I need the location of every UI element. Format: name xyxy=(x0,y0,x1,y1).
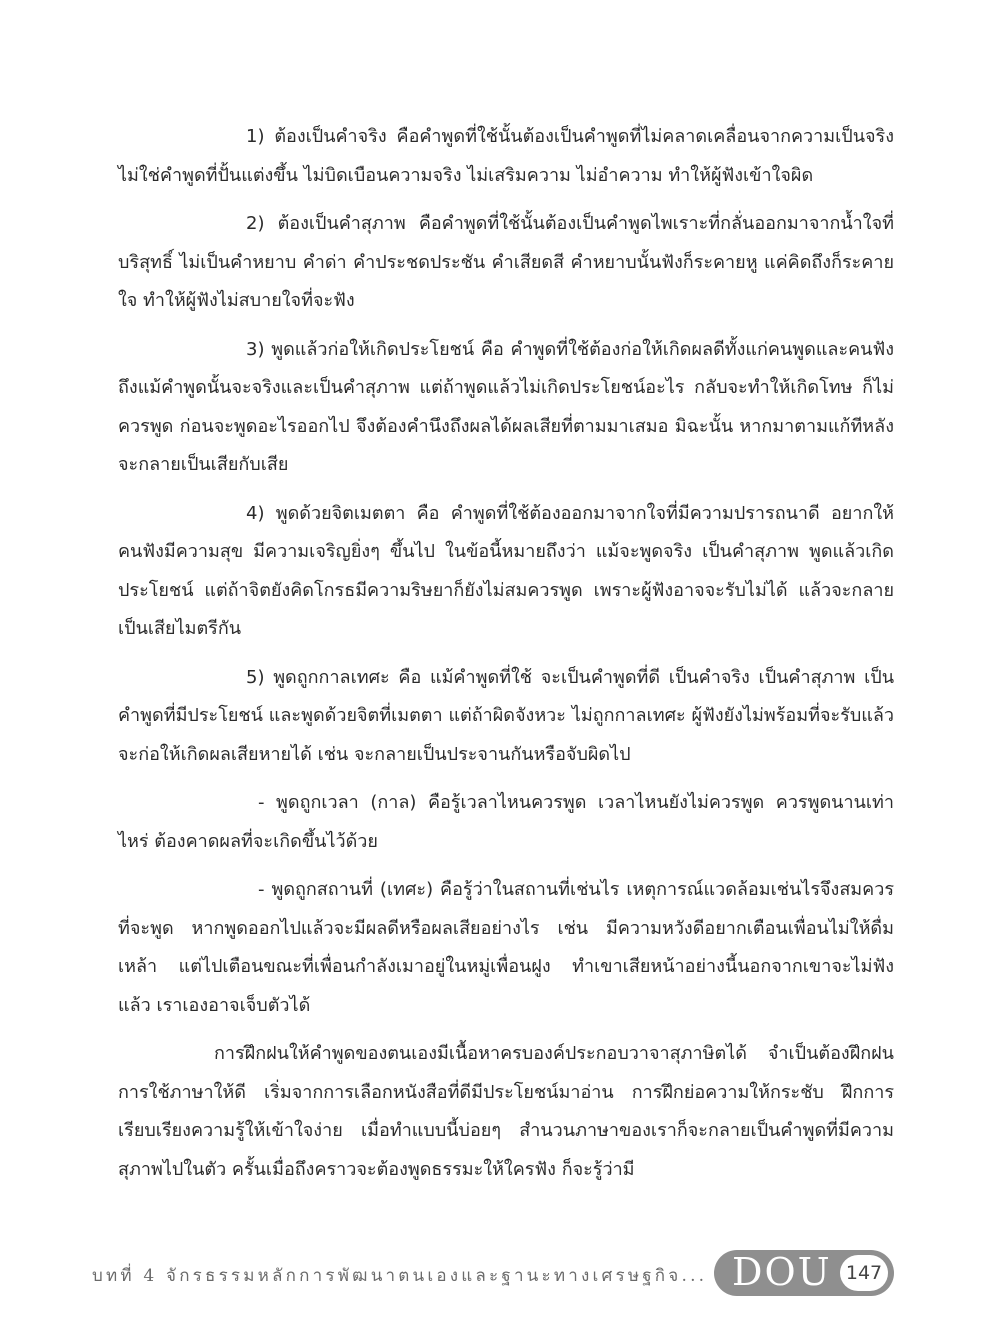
paragraph-polite-speech: 2) ต้องเป็นคำสุภาพ คือคำพูดที่ใช้นั้นต้องเป็นคำพูดไพเราะที่กลั่นออกมาจากน้ำใจที่บริสุทธิ์ ไม่เป็นคำหยาบ คำด่า คำประชดประชัน คำเสียดสี คำหยาบนั้นฟังก็ระคายหู แค่คิดถึงก็ระคายใจ ทำให้ผู้ฟังไม่สบายใจที่จะฟัง xyxy=(118,213,894,311)
paragraph-beneficial-speech: 3) พูดแล้วก่อให้เกิดประโยชน์ คือ คำพูดที่ใช้ต้องก่อให้เกิดผลดีทั้งแก่คนพูดและคนฟัง ถึงแม้คำพูดนั้นจะจริงและเป็นคำสุภาพ แต่ถ้าพูดแล้วไม่เกิดประโยชน์อะไร กลับจะทำให้เกิดโทษ ก็ไม่ควรพูด ก่อนจะพูดอะไรออกไป จึงต้องคำนึงถึงผลได้ผลเสียที่ตามมาเสมอ มิฉะนั้น หากมาตามแก้ทีหลัง จะกลายเป็นเสียกับเสีย xyxy=(118,338,894,475)
paragraph-right-time: - พูดถูกเวลา (กาล) คือรู้เวลาไหนควรพูด เวลาไหนยังไม่ควรพูด ควรพูดนานเท่าไหร่ ต้องคาดผลที่จะเกิดขึ้นไว้ด้วย xyxy=(118,792,894,852)
paragraph-right-place: - พูดถูกสถานที่ (เทศะ) คือรู้ว่าในสถานที่เช่นไร เหตุการณ์แวดล้อมเช่นไรจึงสมควรที่จะพูด หากพูดออกไปแล้วจะมีผลดีหรือผลเสียอย่างไร เช่น มีความหวังดีอยากเตือนเพื่อนไม่ให้ดื่มเหล้า แต่ไปเตือนขณะที่เพื่อนกำลังเมาอยู่ในหมู่เพื่อนฝูง ทำเขาเสียหน้าอย่างนี้นอกจากเขาจะไม่ฟังแล้ว เราเองอาจเจ็บตัวได้ xyxy=(118,879,894,1016)
page-body xyxy=(118,118,894,1199)
paragraph-kind-speech: 4) พูดด้วยจิตเมตตา คือ คำพูดที่ใช้ต้องออกมาจากใจที่มีความปรารถนาดี อยากให้คนฟังมีความสุข มีความเจริญยิ่งๆ ขึ้นไป ในข้อนี้หมายถึงว่า แม้จะพูดจริง เป็นคำสุภาพ พูดแล้วเกิดประโยชน์ แต่ถ้าจิตยังคิดโกรธมีความริษยาก็ยังไม่สมควรพูด เพราะผู้ฟังอาจจะรับไม่ได้ แล้วจะกลายเป็นเสียไมตรีกัน xyxy=(118,502,894,639)
chapter-title: บทที่ 4 จักรธรรมหลักการพัฒนาตนเองและฐานะทางเศรษฐกิจ... xyxy=(92,1266,708,1286)
dou-logo: DOU xyxy=(732,1250,832,1294)
page-number: 147 xyxy=(840,1255,888,1291)
paragraph-timely-speech: 5) พูดถูกกาลเทศะ คือ แม้คำพูดที่ใช้ จะเป็นคำพูดที่ดี เป็นคำจริง เป็นคำสุภาพ เป็นคำพูดที่มีประโยชน์ และพูดด้วยจิตที่เมตตา แต่ถ้าผิดจังหวะ ไม่ถูกกาลเทศะ ผู้ฟังยังไม่พร้อมที่จะรับแล้ว จะก่อให้เกิดผลเสียหายได้ เช่น จะกลายเป็นประจานกันหรือจับผิดไป xyxy=(118,666,894,765)
page-footer xyxy=(92,1250,894,1300)
page-badge xyxy=(714,1250,894,1296)
paragraph-practice: การฝึกฝนให้คำพูดของตนเองมีเนื้อหาครบองค์ประกอบวาจาสุภาษิตได้ จำเป็นต้องฝึกฝนการใช้ภาษาให้ดี เริ่มจากการเลือกหนังสือที่ดีมีประโยชน์มาอ่าน การฝึกย่อความให้กระชับ ฝึกการเรียบเรียงความรู้ให้เข้าใจง่าย เมื่อทำแบบนี้บ่อยๆ สำนวนภาษาของเราก็จะกลายเป็นคำพูดที่มีความสุภาพไปในตัว ครั้นเมื่อถึงคราวจะต้องพูดธรรมะให้ใครฟัง ก็จะรู้ว่ามี xyxy=(118,1043,894,1180)
paragraph-truthful-speech: 1) ต้องเป็นคำจริง คือคำพูดที่ใช้นั้นต้องเป็นคำพูดที่ไม่คลาดเคลื่อนจากความเป็นจริง ไม่ใช่คำพูดที่ปั้นแต่งขึ้น ไม่บิดเบือนความจริง ไม่เสริมความ ไม่อำความ ทำให้ผู้ฟังเข้าใจผิด xyxy=(118,126,894,186)
